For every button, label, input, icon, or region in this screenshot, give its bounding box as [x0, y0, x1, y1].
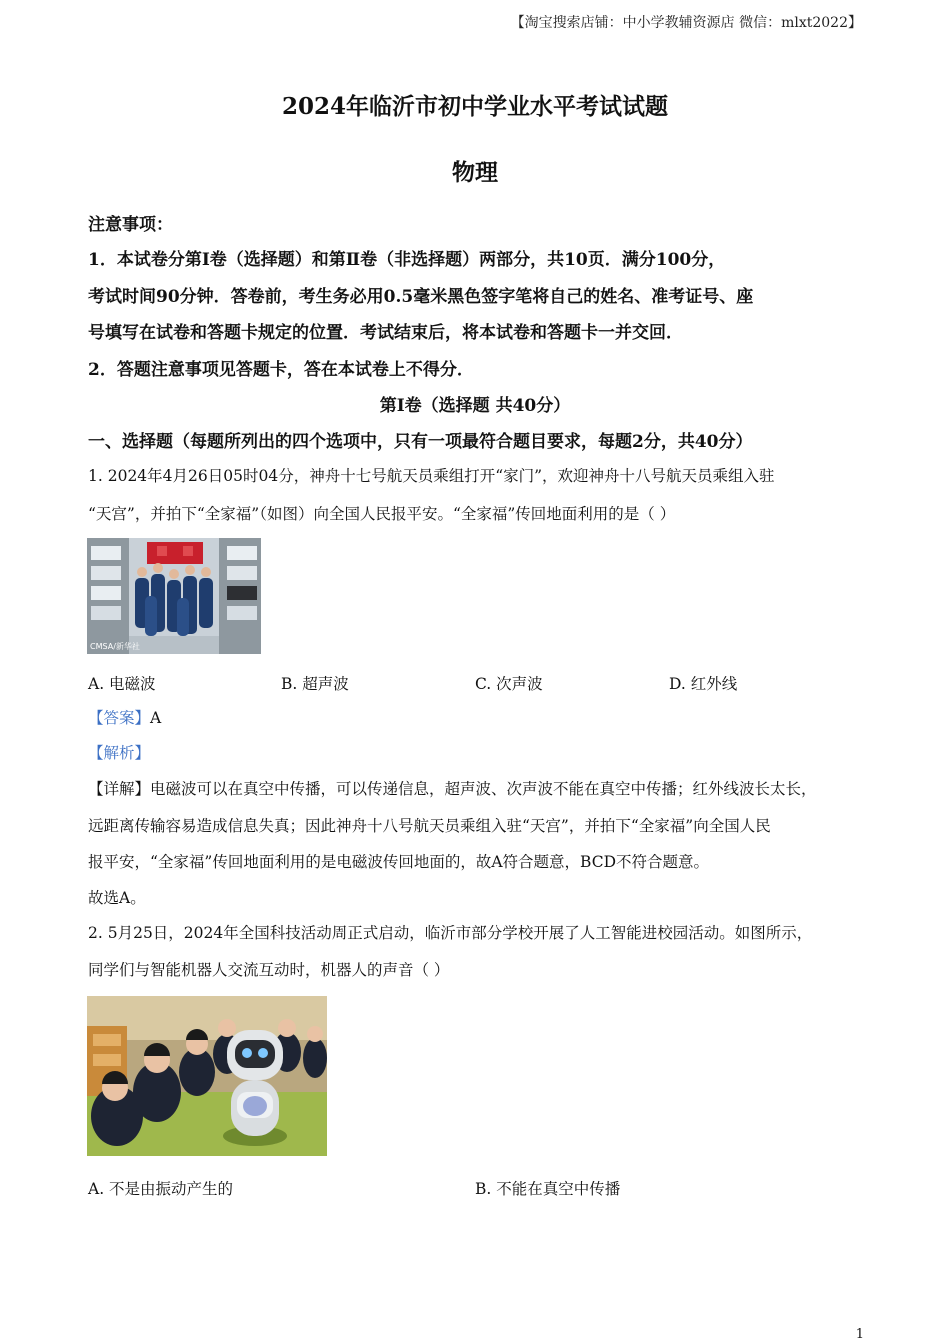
q2-photo-robot — [87, 996, 327, 1156]
q1-photo-astronauts — [87, 538, 261, 654]
q1-option-c: C. 次声波 — [475, 675, 543, 693]
q2-stem-line2: 同学们与智能机器人交流互动时，机器人的声音（ ） — [88, 961, 450, 979]
answer-tag: 【答案】 — [88, 709, 151, 727]
q1-detail-line3: 报平安，“全家福”传回地面利用的是电磁波传回地面的，故A符合题意，BCD不符合题意。 — [88, 853, 710, 871]
section1-title: 一、选择题（每题所列出的四个选项中，只有一项最符合题目要求，每题2分，共40分） — [88, 432, 753, 452]
notice-item1-line3: 号填写在试卷和答题卡规定的位置．考试结束后，将本试卷和答题卡一并交回． — [88, 323, 683, 343]
detail-text: 电磁波可以在真空中传播，可以传递信息，超声波、次声波不能在真空中传播；红外线波长太长， — [150, 780, 817, 798]
q1-conclusion: 故选A。 — [88, 889, 146, 907]
detail-tag: 【详解】 — [88, 780, 151, 798]
header-note: 【淘宝搜索店铺：中小学教辅资源店 微信：mlxt2022】 — [510, 15, 862, 31]
q1-option-d: D. 红外线 — [669, 675, 738, 693]
q1-photo-caption: CMSA/新华社 — [90, 642, 140, 651]
answer-value: A — [150, 709, 162, 727]
q1-option-b: B. 超声波 — [281, 675, 349, 693]
page-number: 1 — [855, 1327, 864, 1342]
q2-option-a: A. 不是由振动产生的 — [88, 1180, 234, 1198]
q2-option-b: B. 不能在真空中传播 — [475, 1180, 621, 1198]
q2-stem-line1: 2. 5月25日，2024年全国科技活动周正式启动，临沂市部分学校开展了人工智能进校园活动。如图所示， — [88, 924, 813, 942]
exam-title: 2024年临沂市初中学业水平考试试题 — [281, 93, 668, 120]
q1-answer — [88, 706, 161, 728]
q1-stem-line1: 1. 2024年4月26日05时04分，神舟十七号航天员乘组打开“家门”，欢迎神舟十八号航天员乘组入驻 — [88, 467, 775, 485]
q1-stem-line2: “天宫”，并拍下“全家福”（如图）向全国人民报平安。“全家福”传回地面利用的是（ ） — [88, 505, 676, 523]
q1-detail-line2: 远距离传输容易造成信息失真；因此神舟十八号航天员乘组入驻“天宫”，并拍下“全家福”向全国人民 — [88, 817, 771, 835]
q1-option-a: A. 电磁波 — [88, 675, 156, 693]
notice-item2: 2．答题注意事项见答题卡，答在本试卷上不得分． — [88, 360, 474, 380]
subject-title: 物理 — [452, 159, 498, 186]
notice-heading: 注意事项： — [88, 215, 173, 235]
part1-title: 第Ⅰ卷（选择题 共40分） — [379, 396, 571, 416]
q1-detail-line1 — [88, 777, 817, 799]
notice-item1-line2: 考试时间90分钟．答卷前，考生务必用0.5毫米黑色签字笔将自己的姓名、准考证号、座 — [88, 287, 754, 307]
notice-item1-line1: 1．本试卷分第Ⅰ卷（选择题）和第Ⅱ卷（非选择题）两部分，共10页．满分100分， — [88, 250, 726, 270]
analysis-tag: 【解析】 — [88, 744, 151, 762]
